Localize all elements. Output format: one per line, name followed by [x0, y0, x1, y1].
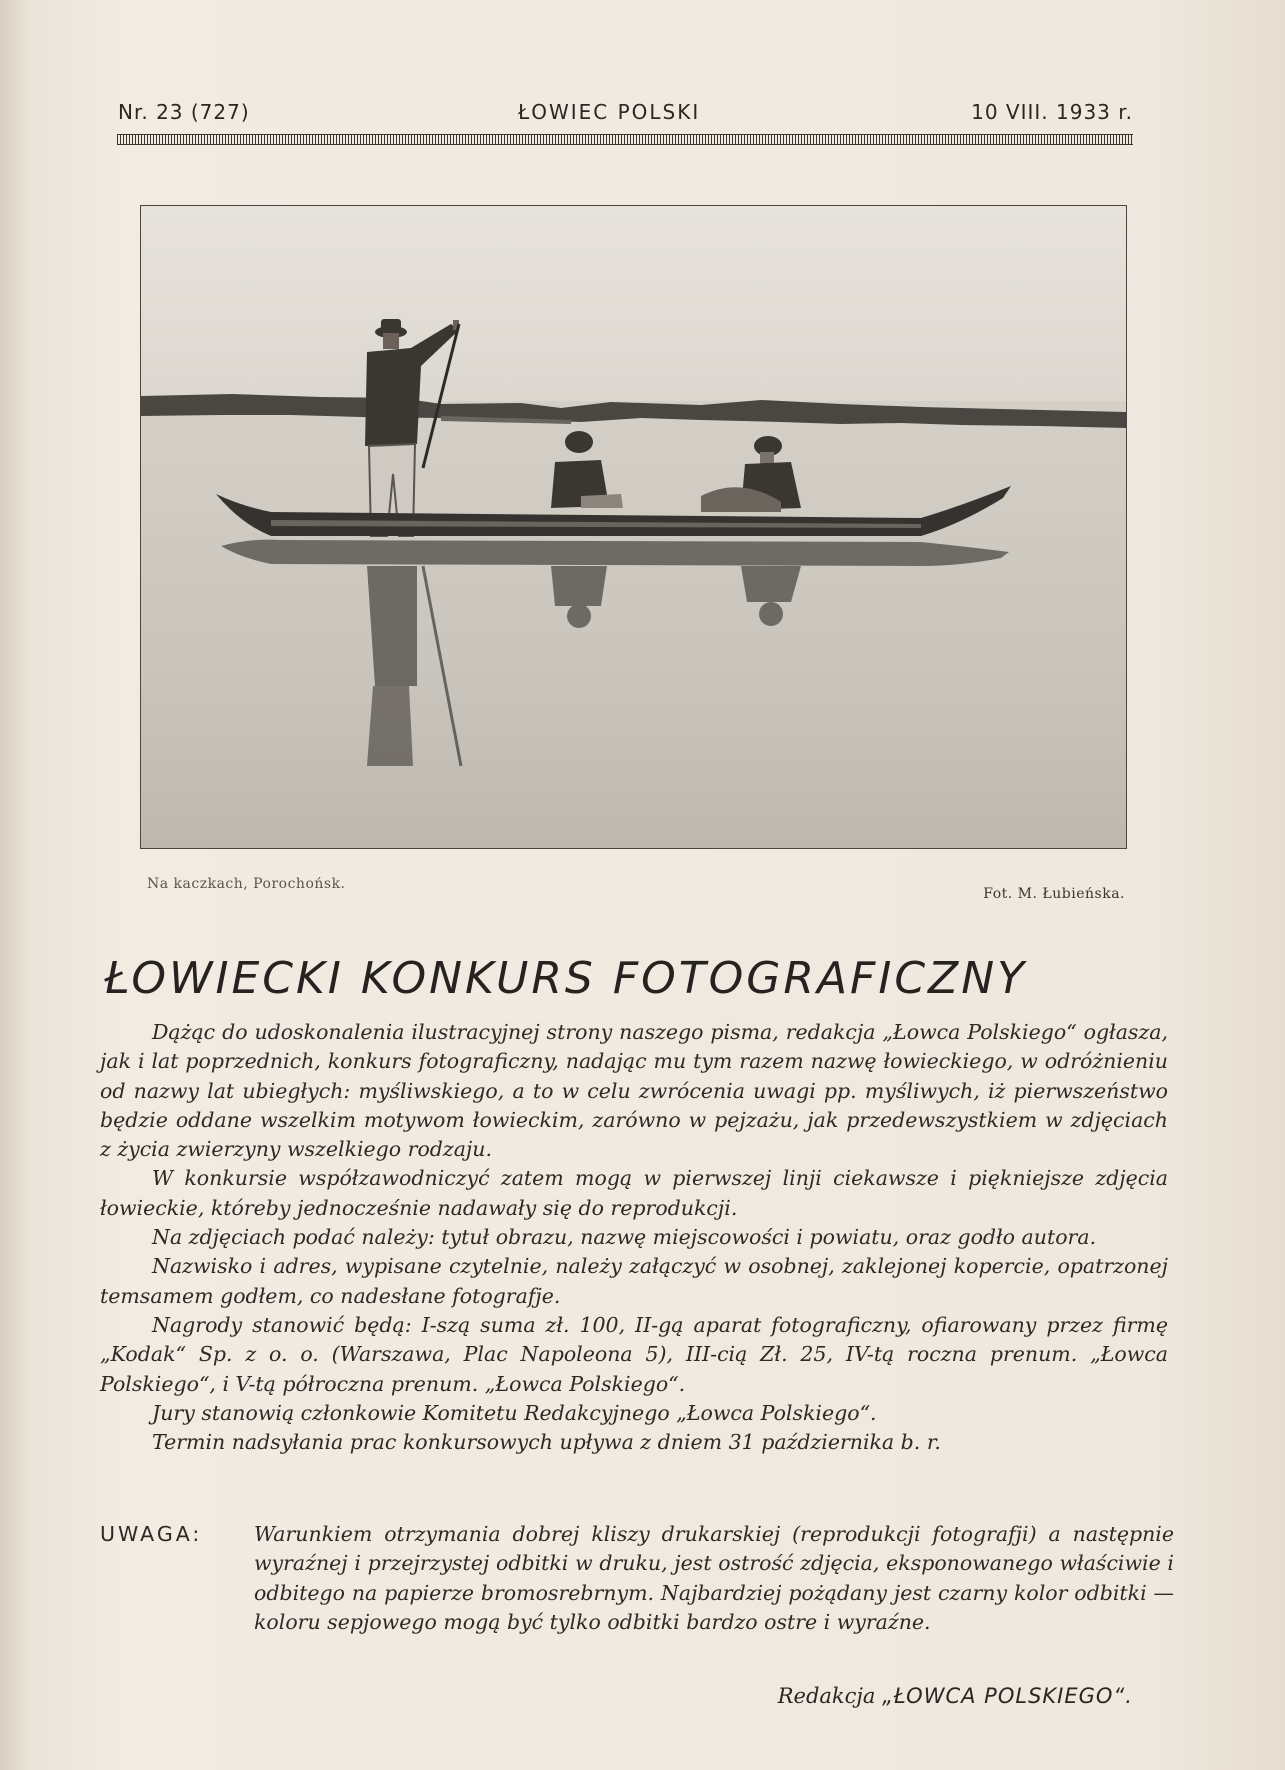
- signature-prefix: Redakcja: [777, 1684, 876, 1708]
- paragraph: Termin nadsyłania prac konkursowych upływa z dniem 31 października b. r.: [152, 1430, 941, 1455]
- photo-credit: Fot. M. Łubieńska.: [983, 886, 1125, 902]
- paragraph: Na zdjęciach podać należy: tytuł obrazu, nazwę miejscowości i powiatu, oraz godło autora.: [152, 1225, 1097, 1250]
- article-title: ŁOWIECKI KONKURS FOTOGRAFICZNY: [105, 953, 1027, 1004]
- paragraph: Dążąc do udoskonalenia ilustracyjnej strony naszego pisma, redakcja „Łowca Polskiego“ ogłasza, jak i lat poprzednich, konkurs fotograficzny, nadając mu tym razem nazwę łowieckiego, w odróżnieniu od nazwy lat ubiegłych: myśliwskiego, a to w celu zwrócenia uwagi pp. myśliwych, iż pierwszeństwo będzie oddane wszelkim motywom łowieckim, zarówno w pejzażu, jak przedewszystkiem w zdjęciach z życia zwierzyny wszelkiego rodzaju.: [100, 1020, 1168, 1162]
- header-rule: [117, 134, 1133, 145]
- paragraph: Jury stanowią członkowie Komitetu Redakcyjnego „Łowca Polskiego“.: [152, 1400, 877, 1425]
- signature: [778, 1684, 1133, 1708]
- photo-caption-left: Na kaczkach, Porochońsk.: [147, 876, 346, 892]
- sky: [141, 206, 1126, 401]
- note-label: UWAGA:: [100, 1522, 203, 1546]
- boat-photograph: [140, 205, 1127, 849]
- paragraph: Nazwisko i adres, wypisane czytelnie, należy załączyć w osobnej, zaklejonej kopercie, opatrzonej temsamem godłem, co nadesłane fotografje.: [100, 1254, 1168, 1308]
- journal-name: ŁOWIEC POLSKI: [518, 100, 701, 124]
- signature-name: „ŁOWCA POLSKIEGO“.: [882, 1684, 1133, 1708]
- note-text: Warunkiem otrzymania dobrej kliszy drukarskiej (reprodukcji fotografji) a następnie wyraźnej i przejrzystej odbitki w druku, jest ostrość zdjęcia, eksponowanego właściwie i odbitego na papierze bromosrebrnym. Najbardziej pożądany jest czarny kolor odbitki — koloru sepjowego mogą być tylko odbitki bardzo ostre i wyraźne.: [254, 1522, 1174, 1634]
- paragraph: Nagrody stanowić będą: I-szą suma zł. 100, II-gą aparat fotograficzny, ofiarowany przez firmę „Kodak“ Sp. z o. o. (Warszawa, Plac Napoleona 5), III-cią Zł. 25, IV-tą roczna prenum. „Łowca Polskiego“, i V-tą półroczna prenum. „Łowca Polskiego“.: [100, 1312, 1168, 1396]
- issue-date: 10 VIII. 1933 r.: [971, 100, 1133, 124]
- paragraph: W konkursie współzawodniczyć zatem mogą w pierwszej linji ciekawsze i piękniejsze zdjęcia łowieckie, któreby jednocześnie nadawały się do reprodukcji.: [100, 1166, 1168, 1220]
- water: [141, 401, 1126, 848]
- issue-number: Nr. 23 (727): [118, 100, 250, 124]
- article-body: [100, 1018, 1168, 1457]
- running-header: [118, 100, 1133, 130]
